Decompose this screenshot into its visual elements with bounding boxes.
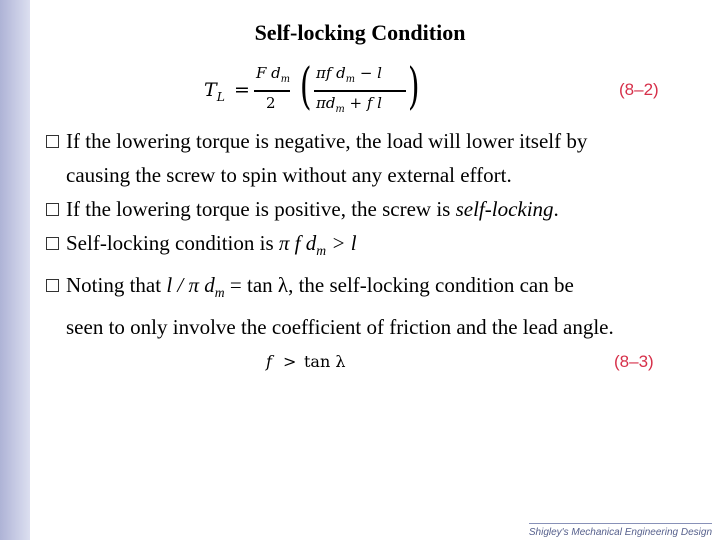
checkbox-bullet-icon xyxy=(46,279,59,292)
bullet-text: If the lowering torque is positive, the screw is xyxy=(66,197,456,221)
self-locking-emphasis: self-locking xyxy=(455,197,554,221)
eq2-lhs: f xyxy=(266,352,272,371)
slide-title: Self-locking Condition xyxy=(254,20,466,45)
checkbox-bullet-icon xyxy=(46,135,59,148)
sidebar-decoration xyxy=(0,0,30,540)
eq1-inner-bar xyxy=(314,90,406,92)
footer-citation: Shigley's Mechanical Engineering Design xyxy=(529,523,712,538)
condition-math: π f $d_m > l$ xyxy=(278,231,357,259)
eq1-inner-den: $\pi d_m + f$ l xyxy=(316,94,382,115)
bullet-punctuation: . xyxy=(553,197,559,221)
eq2-rhs: tan λ xyxy=(304,352,346,371)
bullet-text-tail: , the self-locking condition can be xyxy=(288,273,574,298)
eq1-paren-right: ) xyxy=(407,57,420,115)
bullet-text-continued: seen to only involve the coefficient of friction and the lead angle. xyxy=(66,315,614,340)
lead-ratio-math: l / π $d_m$ xyxy=(166,273,225,301)
checkbox-bullet-icon xyxy=(46,237,59,250)
checkbox-bullet-icon xyxy=(46,203,59,216)
bullet-item-negative-torque xyxy=(46,124,706,192)
equation-8-2 xyxy=(204,57,424,118)
eq1-inner-num: πf $d_m - l$ xyxy=(316,64,382,85)
eq1-frac-den: 2 xyxy=(266,94,276,112)
bullet-item-positive-torque xyxy=(46,192,706,226)
bullet-text: Noting that xyxy=(66,273,167,298)
bullet-text-continued: causing the screw to spin without any external effort. xyxy=(66,163,512,187)
bullet-text: Self-locking condition is xyxy=(66,231,279,255)
tan-lambda-math: = tan λ xyxy=(224,273,289,298)
eq1-frac-bar xyxy=(254,90,290,92)
equation-number-8-2: (8–2) xyxy=(619,80,659,99)
equation-8-3 xyxy=(266,352,386,376)
eq1-paren-left: ( xyxy=(299,57,312,115)
bullet-text: If the lowering torque is negative, the load will lower itself by xyxy=(66,129,588,153)
eq1-equals: = xyxy=(234,79,250,101)
bullet-item-condition xyxy=(46,226,706,268)
equation-number-8-3: (8–3) xyxy=(614,352,654,371)
eq2-op: > xyxy=(283,352,297,371)
bullet-item-noting xyxy=(46,268,706,344)
bullet-list xyxy=(46,124,706,344)
eq1-lhs: $T_L$ xyxy=(204,79,225,104)
eq1-frac-num: F $d_m$ xyxy=(256,64,291,85)
